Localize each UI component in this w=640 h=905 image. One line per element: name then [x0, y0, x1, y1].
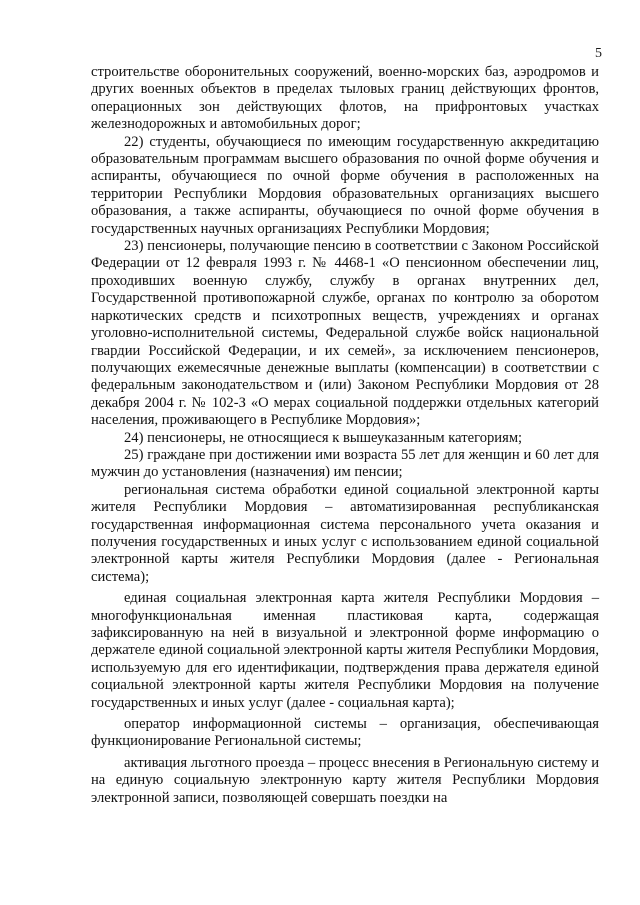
paragraph-item-22: 22) студенты, обучающиеся по имеющим государственную аккредитацию образовательным программам высшего образования по очной форме обучения и аспиранты, обучающиеся по очной форме обучения в расположенных на территории Республики Мордовия образовательных организациях высшего образования, а также аспиранты, обучающиеся по очной форме обучения в государственных научных организациях Республики Мордовия; — [91, 133, 599, 237]
paragraph-item-23: 23) пенсионеры, получающие пенсию в соответствии с Законом Российской Федерации от 12 февраля 1993 г. № 4468-1 «О пенсионном обеспечении лиц, проходивших военную службу, службу в органах внутренних дел, Государственной противопожарной службе, органах по контролю за оборотом наркотических средств и психотропных веществ, учреждениях и органах уголовно-исполнительной системы, Федеральной службе войск национальной гвардии Российской Федерации, и их семей», за исключением пенсионеров, получающих ежемесячные денежные выплаты (компенсации) в соответствии с федеральным законодательством и (или) Законом Республики Мордовия от 28 декабря 2004 г. № 102-З «О мерах социальной поддержки отдельных категорий населения, проживающего в Республике Мордовия»; — [91, 238, 599, 429]
paragraph-item-24: 24) пенсионеры, не относящиеся к вышеуказанным категориям; — [124, 429, 523, 446]
paragraph-definition-regional-system: региональная система обработки единой социальной электронной карты жителя Республики Мордовия – автоматизированная республиканская государственная информационная система персонального учета оказания и получения государственных и иных услуг с использованием единой социальной электронной карты жителя Республики Мордовия (далее - Региональная система); — [91, 481, 599, 585]
document-body — [91, 64, 599, 807]
paragraph-item-25: 25) граждане при достижении ими возраста 55 лет для женщин и 60 лет для мужчин до установления (назначения) им пенсии; — [91, 446, 599, 481]
paragraph-continuation: строительстве оборонительных сооружений, военно-морских баз, аэродромов и других военных объектов в пределах тыловых границ действующих фронтов, операционных зон действующих флотов, на прифронтовых участках железнодорожных и автомобильных дорог; — [91, 64, 599, 133]
page-number: 5 — [595, 46, 602, 61]
paragraph-definition-social-card: единая социальная электронная карта жителя Республики Мордовия – многофункциональная именная пластиковая карта, содержащая зафиксированную на ней в визуальной и электронной форме информацию о держателе единой социальной электронной карты жителя Республики Мордовия, используемую для его идентификации, подтверждения права держателя единой социальной электронной карты жителя Республики Мордовия на получение государственных и иных услуг (далее - социальная карта); — [91, 590, 599, 711]
paragraph-definition-operator: оператор информационной системы – организация, обеспечивающая функционирование Региональной системы; — [91, 716, 599, 750]
paragraph-definition-activation: активация льготного проезда – процесс внесения в Региональную систему и на единую социальную электронную карту жителя Республики Мордовия электронной записи, позволяющей совершать поездки на — [91, 754, 599, 806]
